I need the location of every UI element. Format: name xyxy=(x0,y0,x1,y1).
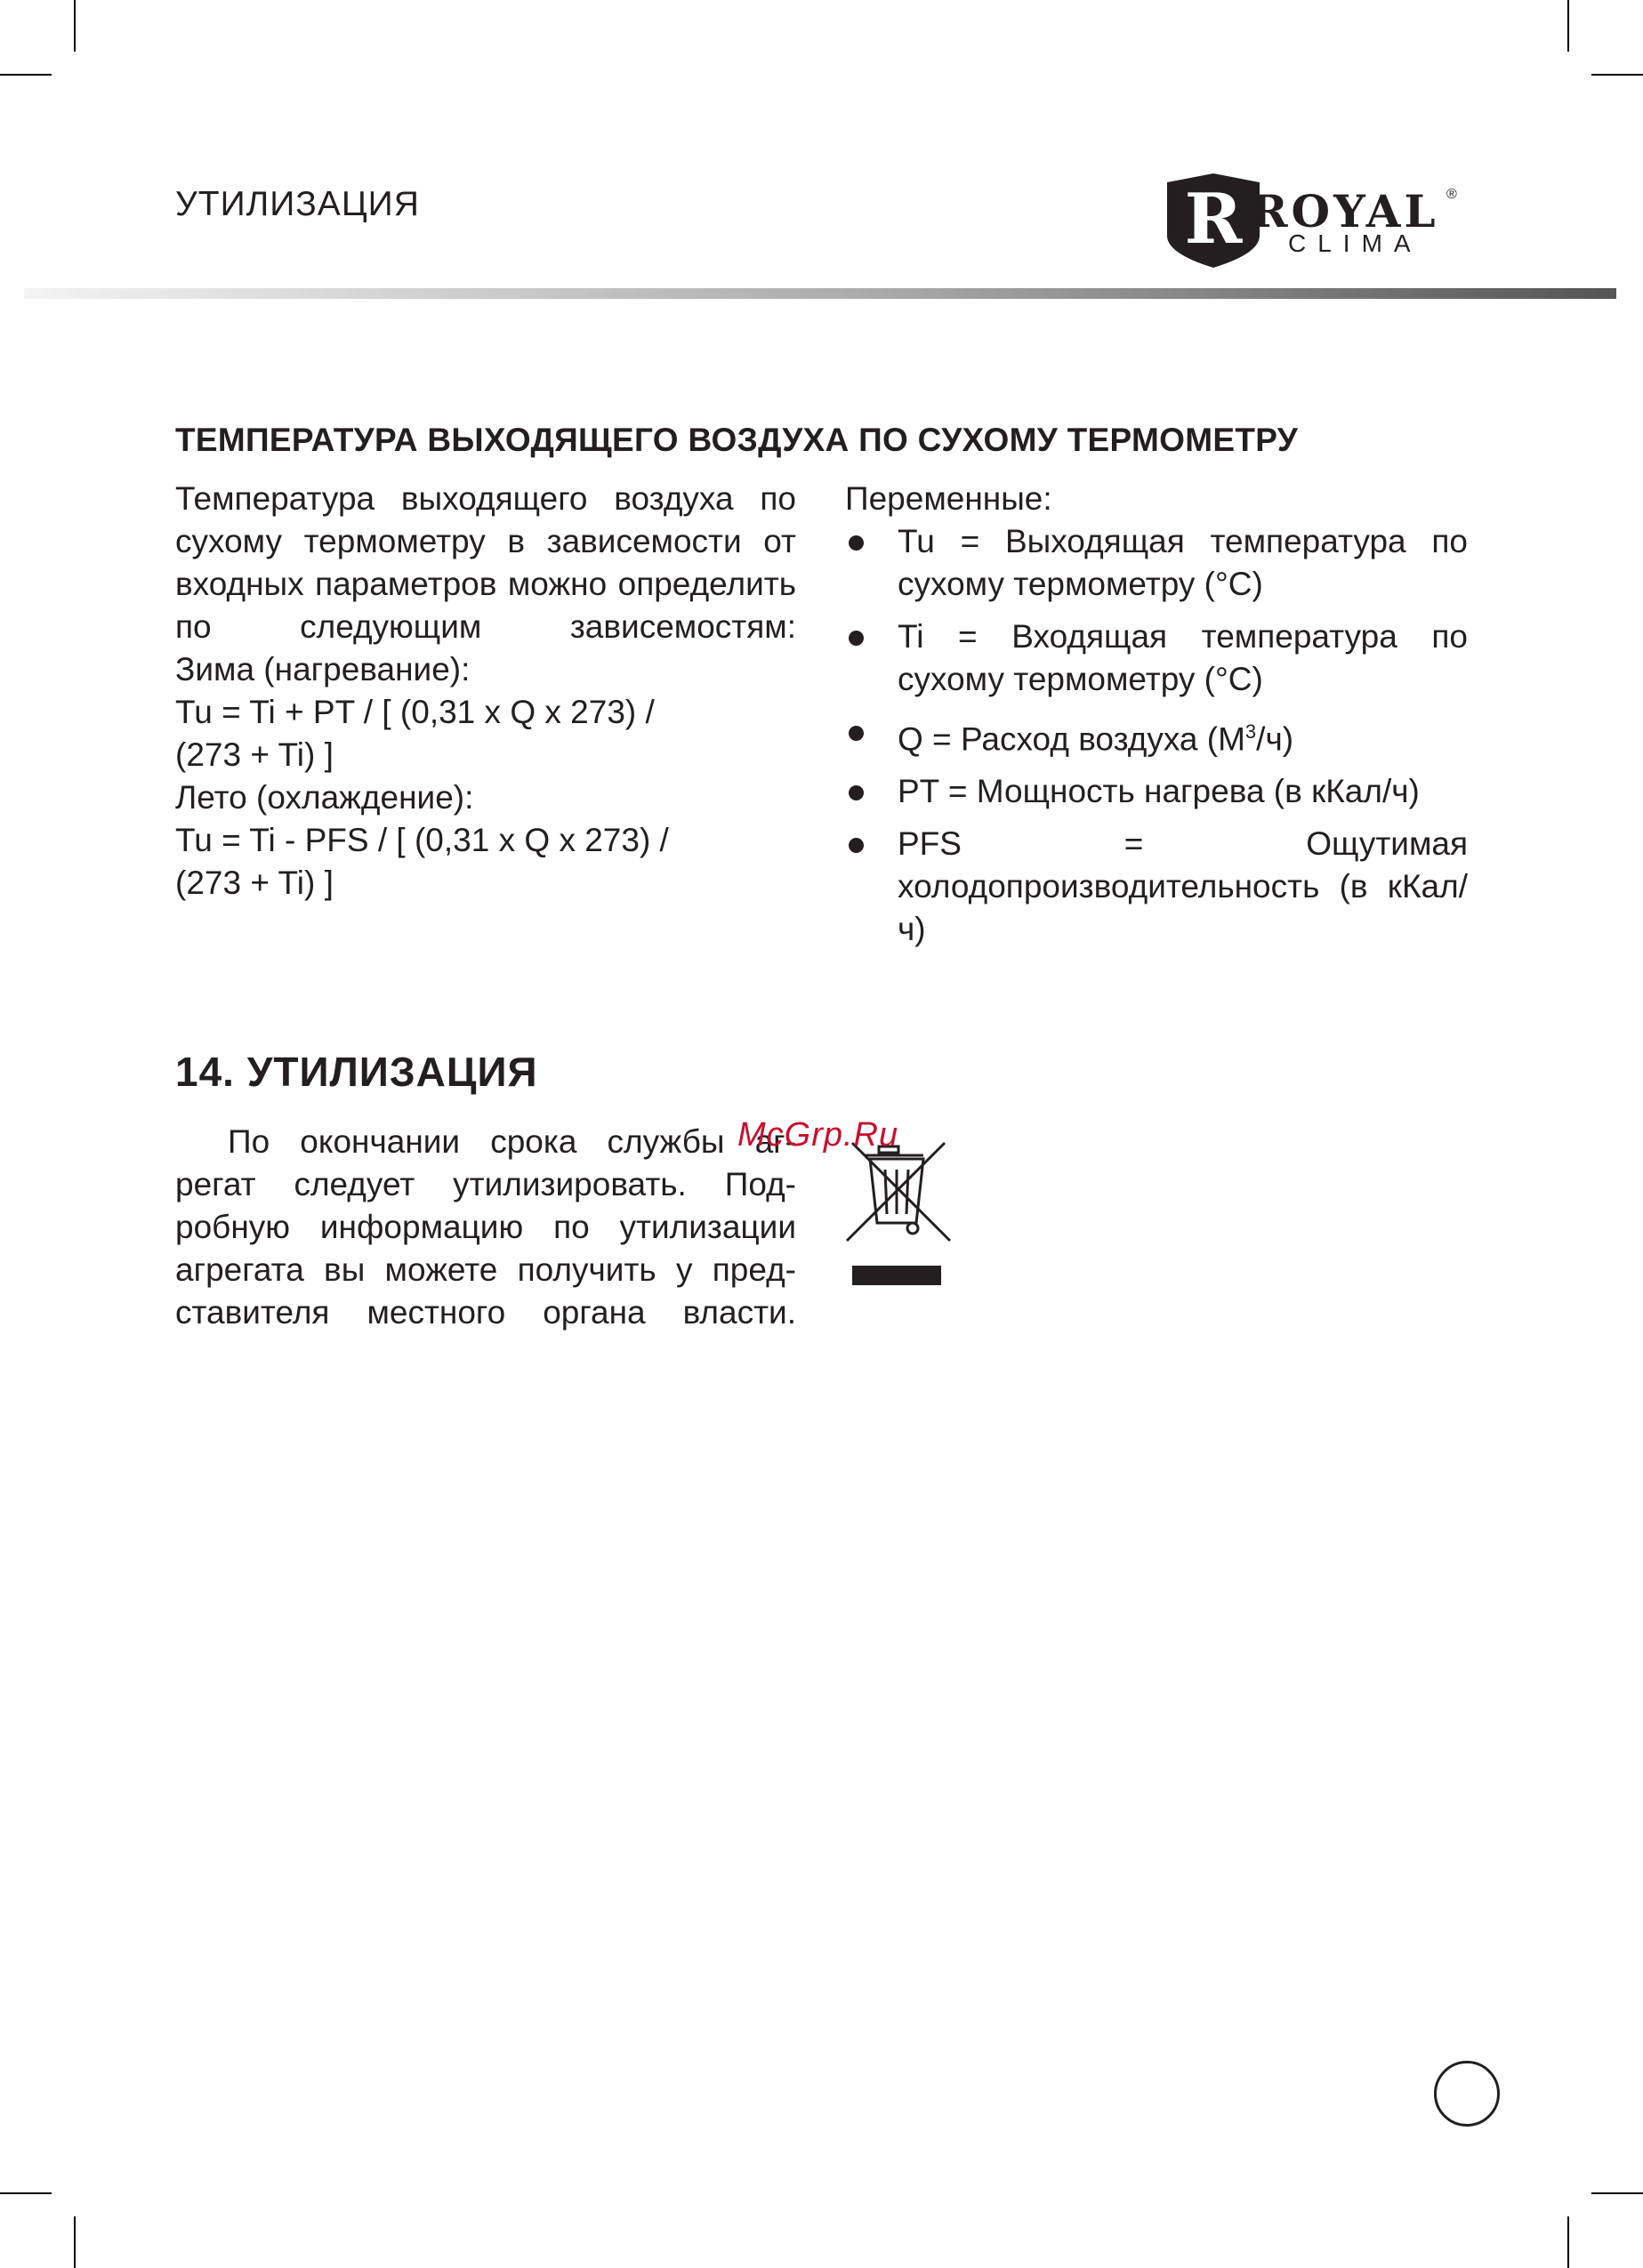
watermark: McGrp.Ru xyxy=(737,1116,899,1154)
header-rule xyxy=(24,288,1616,299)
variables-list xyxy=(845,520,1468,951)
crop-mark xyxy=(1567,2216,1569,2268)
disposal-paragraph xyxy=(175,1121,796,1334)
bullet-icon xyxy=(849,535,864,551)
crop-mark xyxy=(1591,2192,1643,2194)
disposal-line: ставителя местного органа власти. xyxy=(175,1294,796,1331)
variable-text: Ti = Входящая температура по сухому термометру (°C) xyxy=(898,618,1468,697)
winter-formula-line: (273 + Ti) ] xyxy=(175,736,334,773)
winter-formula-line: Tu = Ti + PT / [ (0,31 x Q x 273) / xyxy=(175,694,655,730)
summer-formula-line: (273 + Ti) ] xyxy=(175,865,334,901)
disposal-line: регат следует утилизировать. Под- xyxy=(175,1166,796,1202)
bullet-icon xyxy=(849,726,864,741)
disposal-line: агрегата вы можете получить у пред- xyxy=(175,1251,796,1288)
bullet-icon xyxy=(849,631,864,646)
svg-text:®: ® xyxy=(1446,187,1457,202)
crop-mark xyxy=(1591,74,1643,76)
variable-text: Q = Расход воздуха (М xyxy=(898,720,1245,758)
svg-text:R: R xyxy=(1184,179,1243,260)
summer-label: Лето (охлаждение): xyxy=(175,779,474,816)
crop-mark xyxy=(74,0,76,52)
disposal-line: робную информацию по утилизации xyxy=(175,1209,796,1245)
page-number-circle xyxy=(1434,2061,1500,2127)
winter-label: Зима (нагревание): xyxy=(175,651,471,688)
list-item xyxy=(845,823,1468,951)
svg-text:ROYAL: ROYAL xyxy=(1251,185,1439,237)
svg-text:CLIMA: CLIMA xyxy=(1288,229,1422,257)
right-column xyxy=(845,478,1468,961)
list-item xyxy=(845,520,1468,606)
crossed-out-wheelie-bin-icon xyxy=(845,1134,956,1294)
crop-mark xyxy=(0,74,52,76)
disposal-line: По окончании срока службы аг- xyxy=(228,1123,796,1160)
variable-text: Tu = Выходящая температура по сухому термометру (°C) xyxy=(898,523,1468,602)
crop-mark xyxy=(1567,0,1569,52)
superscript: 3 xyxy=(1244,720,1257,743)
list-item xyxy=(845,615,1468,701)
bullet-icon xyxy=(849,838,864,853)
left-column xyxy=(175,478,796,905)
royal-clima-logo xyxy=(1164,172,1466,269)
list-item xyxy=(845,711,1468,760)
section-heading: ТЕМПЕРАТУРА ВЫХОДЯЩЕГО ВОЗДУХА ПО СУХОМУ ТЕРМОМЕТРУ xyxy=(175,422,1299,458)
variable-text: PFS = Ощутимая холодопроизводительность (в кКал/ч) xyxy=(898,825,1468,948)
summer-formula-line: Tu = Ti - PFS / [ (0,31 x Q x 273) / xyxy=(175,822,669,858)
crop-mark xyxy=(0,2192,52,2194)
page-header-title: УТИЛИЗАЦИЯ xyxy=(175,185,420,223)
intro-paragraph: Температура выходящего воздуха по сухому термометру в зависемости от входных параметров можно определить по следующим зависемостям: xyxy=(175,480,796,645)
disposal-heading: 14. УТИЛИЗАЦИЯ xyxy=(175,1049,538,1095)
crop-mark xyxy=(74,2216,76,2268)
bullet-icon xyxy=(849,785,864,800)
list-item xyxy=(845,770,1468,813)
variables-label: Переменные: xyxy=(845,480,1052,517)
variable-text: /ч) xyxy=(1256,720,1294,758)
variable-text: PT = Мощность нагрева (в кКал/ч) xyxy=(898,773,1420,810)
